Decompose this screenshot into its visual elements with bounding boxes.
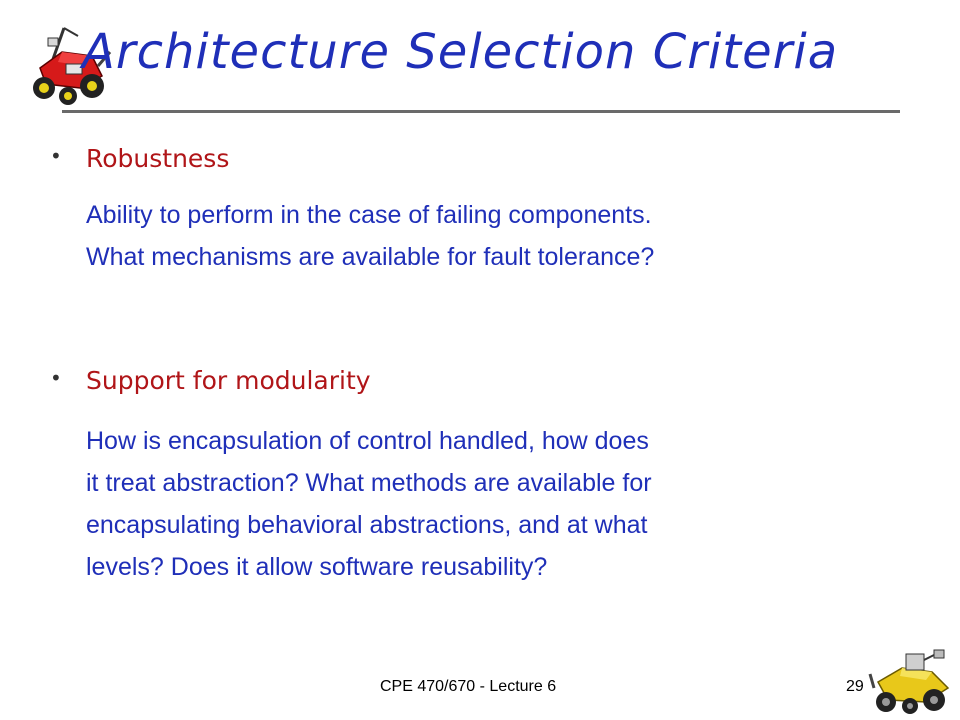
body-line: it treat abstraction? What methods are available for xyxy=(86,469,652,497)
title-divider xyxy=(62,110,900,113)
body-line: encapsulating behavioral abstractions, and at what xyxy=(86,511,648,539)
footer-page-number: 29 xyxy=(846,678,864,695)
bullet-heading-robustness: Robustness xyxy=(86,144,230,173)
slide-title: Architecture Selection Criteria xyxy=(82,24,839,80)
bullet-heading-modularity: Support for modularity xyxy=(86,366,371,395)
bullet-body-modularity xyxy=(86,420,652,588)
footer-course: CPE 470/670 - Lecture 6 xyxy=(380,678,557,695)
body-line: levels? Does it allow software reusability? xyxy=(86,553,548,581)
body-line: Ability to perform in the case of failing components. xyxy=(86,201,652,229)
body-line: What mechanisms are available for fault tolerance? xyxy=(86,243,655,271)
robot-vehicle-icon xyxy=(868,648,956,716)
bullet-marker: • xyxy=(50,366,62,390)
bullet-marker: • xyxy=(50,144,62,168)
bullet-body-robustness xyxy=(86,194,654,278)
body-line: How is encapsulation of control handled, how does xyxy=(86,427,649,455)
